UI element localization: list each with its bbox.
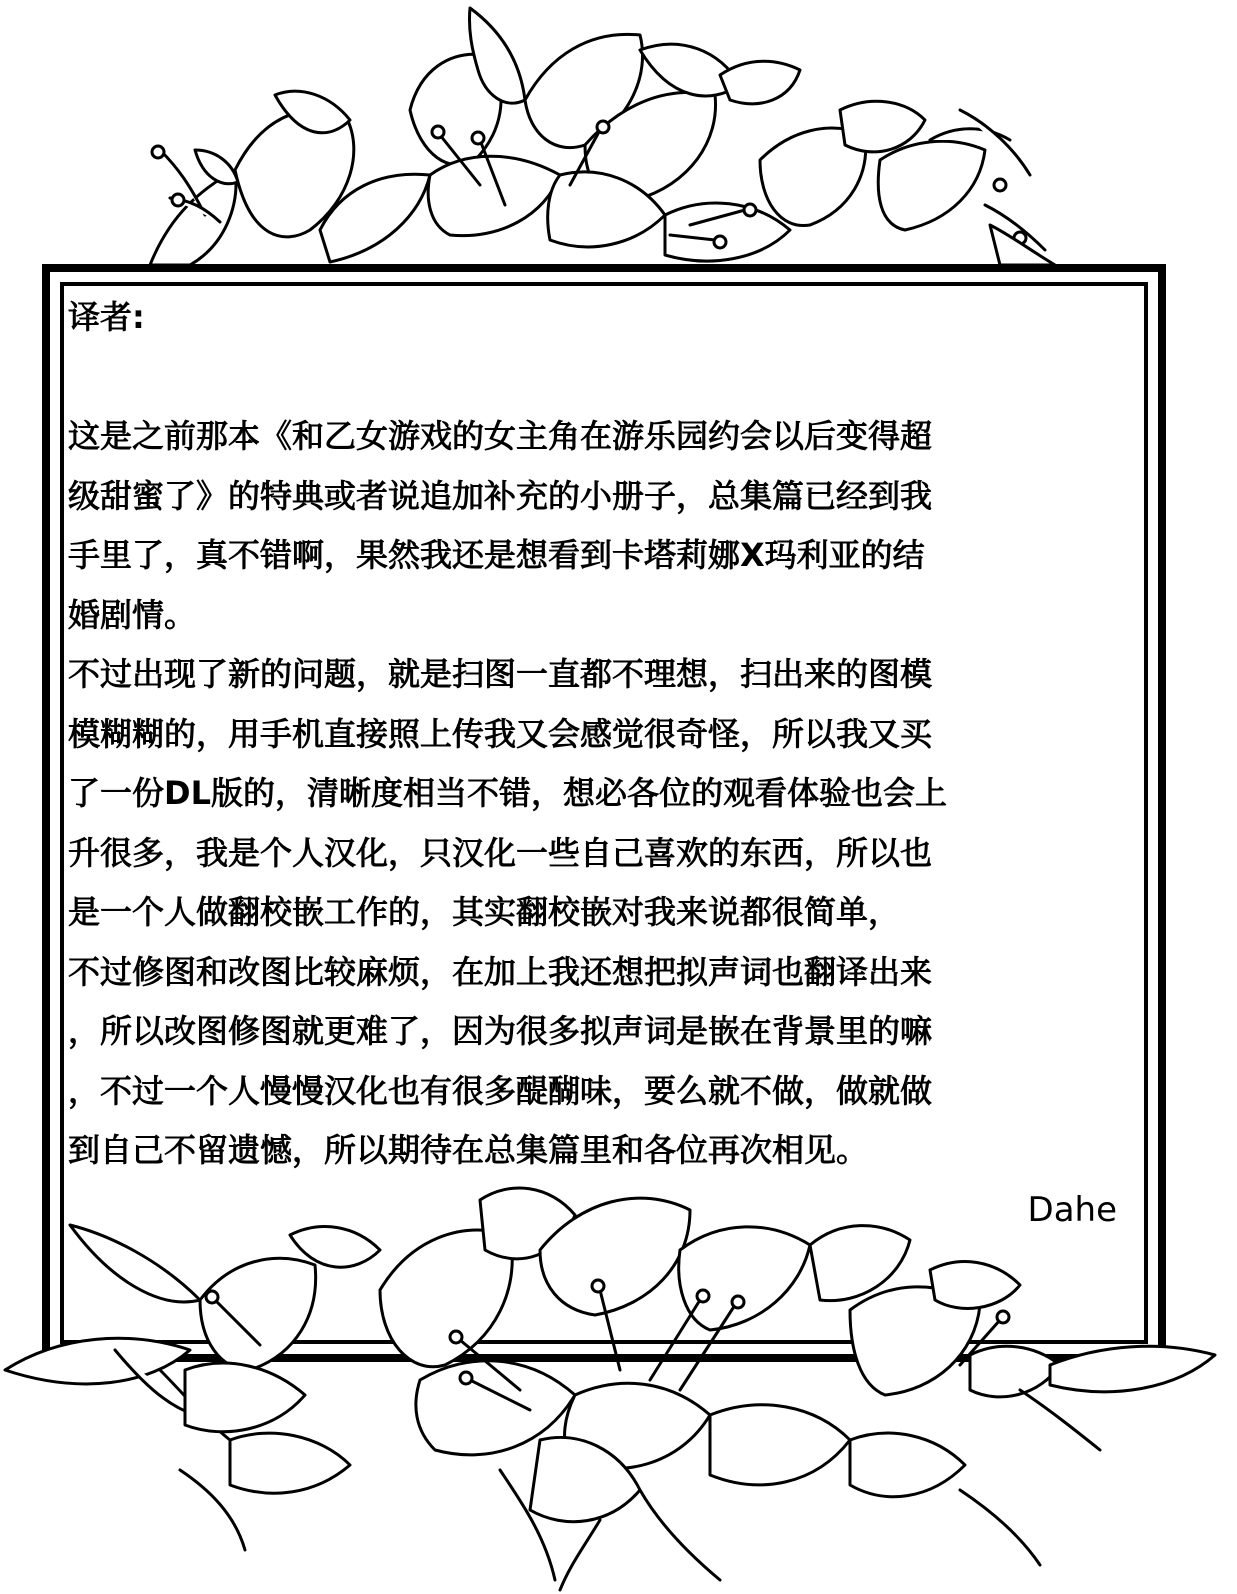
note-line-5: 不过出现了新的问题，就是扫图一直都不理想，扫出来的图模 bbox=[68, 655, 933, 693]
note-line-6: 模糊糊的，用手机直接照上传我又会感觉很奇怪，所以我又买 bbox=[68, 714, 933, 753]
translator-note bbox=[68, 288, 1146, 1181]
note-line-4: 婚剧情。 bbox=[68, 595, 197, 634]
note-line-9: 是一个人做翻校嵌工作的，其实翻校嵌对我来说都很简单， bbox=[68, 893, 901, 931]
note-line-3: 手里了，真不错啊，果然我还是想看到卡塔莉娜X玛利亚的结 bbox=[68, 536, 925, 574]
signature: Dahe bbox=[1027, 1190, 1117, 1230]
note-line-10: 不过修图和改图比较麻烦，在加上我还想把拟声词也翻译出来 bbox=[68, 952, 933, 991]
note-line-2: 级甜蜜了》的特典或者说追加补充的小册子，总集篇已经到我 bbox=[68, 476, 933, 515]
note-line-1: 这是之前那本《和乙女游戏的女主角在游乐园约会以后变得超 bbox=[68, 417, 933, 455]
note-line-13: 到自己不留遗憾，所以期待在总集篇里和各位再次相见。 bbox=[68, 1131, 869, 1169]
note-line-12: ，不过一个人慢慢汉化也有很多醍醐味，要么就不做，做就做 bbox=[68, 1071, 933, 1110]
note-heading: 译者: bbox=[68, 298, 145, 336]
note-line-11: ，所以改图修图就更难了，因为很多拟声词是嵌在背景里的嘛 bbox=[68, 1012, 933, 1050]
note-line-7: 了一份DL版的，清晰度相当不错，想必各位的观看体验也会上 bbox=[68, 774, 947, 812]
note-line-8: 升很多，我是个人汉化，只汉化一些自己喜欢的东西，所以也 bbox=[68, 833, 933, 872]
blank-line bbox=[68, 348, 1146, 408]
lily-flowers-top-decoration bbox=[0, 0, 1237, 272]
